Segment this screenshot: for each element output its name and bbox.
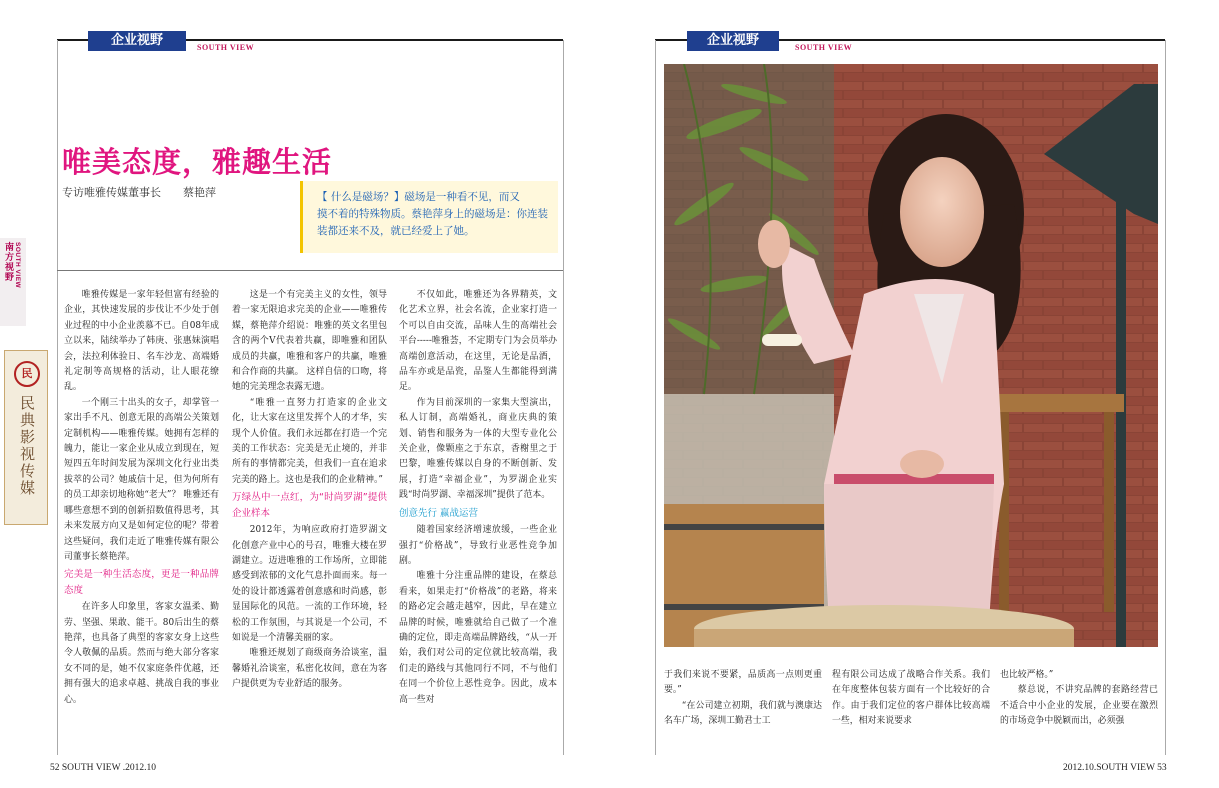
right-section-en: SOUTH VIEW bbox=[795, 43, 853, 52]
article-subtitle bbox=[62, 184, 216, 200]
magazine-side-en: SOUTH VIEW bbox=[14, 242, 21, 289]
subtitle-name: 蔡艳萍 bbox=[183, 186, 216, 199]
seal-icon: 民 bbox=[14, 361, 40, 387]
pull-quote-line: 摸不着的特殊物质。蔡艳萍身上的磁场是：你连装 bbox=[317, 208, 548, 220]
title-separator bbox=[57, 270, 563, 271]
left-inner-border bbox=[563, 40, 564, 755]
media-ad-strip bbox=[4, 350, 48, 525]
subheading: 万绿丛中一点红，为“时尚罗湖”提供企业样本 bbox=[232, 492, 387, 519]
paragraph: 也比较严格。” bbox=[1000, 670, 1054, 680]
paragraph: 一个刚三十出头的女子，却掌管一家出手不凡、创意无限的高端公关策划定制机构——唯雅传媒。她拥有怎样的魄力，能让一家企业从成立到现在，短短四五年时间发展为深圳文化行业出类拔萃的公司？她戚信十足，但为何所有的员工却亲切地称她“老大”？ 唯雅还有哪些意想不到的创新招数值得思考，其未来发展方向又是如何定位的呢？带着这些疑问，我们走近了唯雅传媒有限公司董事长蔡艳萍。 bbox=[64, 397, 219, 562]
portrait-illustration bbox=[664, 64, 1158, 647]
left-section-tab: 企业视野 bbox=[88, 31, 186, 51]
column-5 bbox=[832, 668, 990, 748]
column-4 bbox=[664, 668, 822, 748]
paragraph: “在公司建立初期，我们就与澳康达名车广场，深圳工勤君士工 bbox=[664, 700, 822, 727]
magazine-side-tab bbox=[0, 238, 26, 326]
paragraph: 作为目前深圳的一家集大型演出，私人订制，高端婚礼，商业庆典的策划、销售和服务为一体的大型专业化公关企业，像颗座之于东京，香榭里之于巴黎，唯雅传媒以自身的不断创新、发展，打造“幸福企业”，为罗湖企业实践“时尚罗湖、幸福深圳”提供了范本。 bbox=[399, 397, 557, 501]
subtitle-text: 专访唯雅传媒董事长 bbox=[62, 186, 161, 199]
left-border bbox=[57, 40, 58, 755]
left-section-en: SOUTH VIEW bbox=[197, 43, 255, 52]
pull-quote bbox=[300, 181, 558, 253]
portrait-photo bbox=[664, 64, 1158, 647]
right-inner-border bbox=[655, 40, 656, 755]
right-section-tab: 企业视野 bbox=[687, 31, 779, 51]
right-border bbox=[1165, 40, 1166, 755]
article-title: 唯美态度，雅趣生活 bbox=[62, 145, 333, 179]
subheading: 完美是一种生活态度，更是一种品牌态度 bbox=[64, 569, 219, 596]
paragraph: 这是一个有完美主义的女性，领导着一家无限追求完美的企业——唯雅传媒，蔡艳萍介绍说：唯雅的英文名里包含的两个V代表着共赢，即唯雅和团队成员的共赢，唯雅和客户的共赢，唯雅和合作商的共赢。 这样自信的口吻，将她的完美理念表露无遗。 bbox=[232, 290, 387, 393]
right-page-footer: 2012.10.SOUTH VIEW 53 bbox=[1063, 763, 1167, 773]
paragraph: 唯雅还规划了商级商务洽谈室，温馨婚礼洽谈室，私密化妆间，意在为客户提供更为专业舒适的服务。 bbox=[232, 648, 387, 690]
pull-quote-line: 【 什么是磁场？】磁场是一种看不见，而又 bbox=[317, 191, 520, 203]
subheading: 创意先行 赢战运营 bbox=[399, 507, 479, 519]
paragraph: 不仅如此，唯雅还为各界精英，文化艺术立界，社会名流，企业家打造一个可以自由交流，品味人生的高端社会平台-----唯雅荟，不定期专门为会员举办高端创意活动，在这里，无论是品酒，品车亦或是品瓷，品鉴人生都能得到满足。 bbox=[399, 290, 557, 393]
paragraph: 程有限公司达成了战略合作关系。我们在年度整体包装方面有一个比较好的合作。由于我们定位的客户群体比较高端一些，相对来说要求 bbox=[832, 670, 990, 727]
left-page-footer: 52 SOUTH VIEW .2012.10 bbox=[50, 763, 156, 773]
pull-quote-line: 装都还来不及，就已经爱上了她。 bbox=[317, 225, 475, 237]
paragraph: 唯雅传媒是一家年轻但富有经验的企业，其快速发展的步伐让不少处于创业过程的中小企业羡慕不已。自08年成立以来，陆续举办了韩庚、张惠妹演唱会，法拉利体验日、名车沙龙、高端婚礼定制等高规格的活动，让人眼花缭乱。 bbox=[64, 290, 219, 393]
column-2 bbox=[232, 288, 387, 748]
media-ad-text: 民典影视传媒 bbox=[18, 395, 36, 497]
paragraph: 唯雅十分注重品牌的建设，在蔡总看来，如果走打“价格战”的老路，将来的路必定会越走越窄，因此，早在建立品牌的时候，唯雅就给自己做了一个准确的定位，即走高端品牌路线，“从一开始，我们对公司的定位就比较高端，我们走的路线与其他同行不同，不与他们在同一个价位上恶性竞争。因此，成本高一些对 bbox=[399, 571, 557, 705]
paragraph: 在许多人印象里，客家女温柔、勤劳、坚强、果敢、能干。80后出生的蔡艳萍，也具备了典型的客家女身上这些令人敬佩的品质。然而与绝大部分客家女不同的是，她不仅家庭条件优越，还拥有强大的追求卓越、挑战自我的事业心。 bbox=[64, 602, 219, 705]
column-6 bbox=[1000, 668, 1158, 748]
paragraph: 于我们来说不要紧，品质高一点则更重要。” bbox=[664, 670, 822, 696]
paragraph: 蔡总说，不讲究品牌的套路经营已不适合中小企业的发展，企业要在激烈的市场竞争中脱颖而出，必须强 bbox=[1000, 685, 1158, 727]
paragraph: 随着国家经济增速放缓，一些企业强打“价格战”，导致行业恶性竞争加剧。 bbox=[399, 525, 557, 566]
paragraph: 2012年，为响应政府打造罗湖文化创意产业中心的号召，唯雅大楼在罗湖建立。迈进唯雅的工作场所，立即能感受到浓郁的文化气息扑面而来。每一处的设计都透露着创意感和时尚感，彰显国际化的风范。一流的工作环境，轻松的工作氛围，与其说是一个公司，不如说是一个清馨美丽的家。 bbox=[232, 525, 387, 643]
paragraph: “唯雅一直努力打造家的企业文化，让大家在这里发挥个人的才华，实现个人价值。我们永远都在打造一个完美的工作状态：完美是无止境的，并非所有的事情都完美，但我们一直在追求完美的路上。这也是我们的企业精神。” bbox=[232, 397, 387, 485]
magazine-side-name: 南方视野 bbox=[3, 242, 13, 282]
column-3 bbox=[399, 288, 557, 748]
column-1 bbox=[64, 288, 219, 748]
